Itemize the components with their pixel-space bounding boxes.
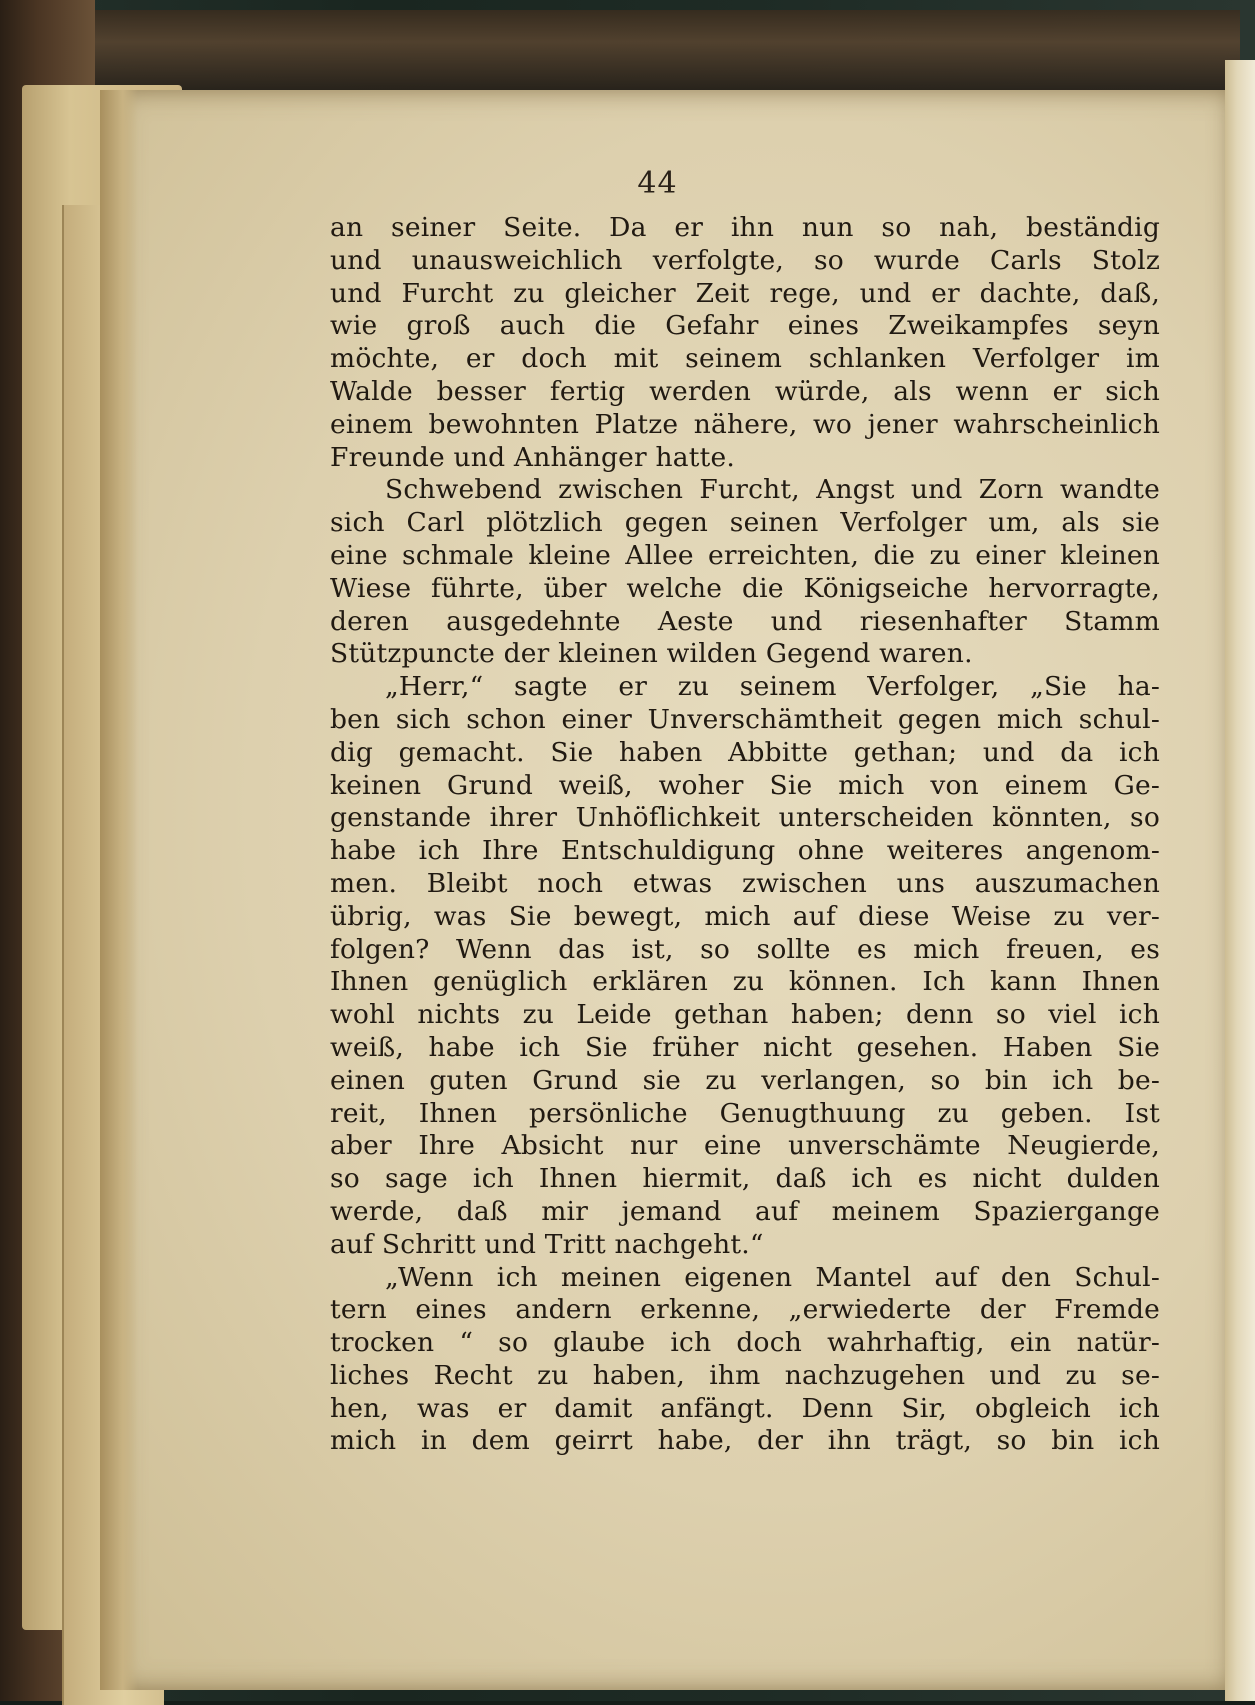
text-line: dig gemacht. Sie haben Abbitte gethan; und da ich [330, 736, 1160, 768]
text-line: trocken “ so glaube ich doch wahrhaftig, ein natür- [330, 1327, 1160, 1359]
text-line: wohl nichts zu Leide gethan haben; denn so viel ich [330, 999, 1160, 1031]
text-line: Walde besser fertig werden würde, als wenn er sich [330, 375, 1160, 407]
text-line: Freunde und Anhänger hatte. [330, 441, 736, 473]
text-line: habe ich Ihre Entschuldigung ohne weiteres angenom- [330, 835, 1160, 867]
text-line: Stützpuncte der kleinen wilden Gegend waren. [330, 638, 973, 670]
cover-top-edge [0, 10, 1240, 90]
page-number: 44 [637, 166, 678, 201]
text-line: einen guten Grund sie zu verlangen, so bin ich be- [330, 1064, 1160, 1096]
text-line: genstande ihrer Unhöflichkeit unterscheiden könnten, so [330, 802, 1160, 834]
text-line: Schwebend zwischen Furcht, Angst und Zorn wandte [385, 474, 1160, 506]
text-line: einem bewohnten Platze nähere, wo jener wahrscheinlich [330, 408, 1160, 440]
page-right-edge [1225, 60, 1255, 1701]
text-line: ben sich schon einer Unverschämtheit gegen mich schul- [330, 703, 1160, 735]
text-line: „Herr,“ sagte er zu seinem Verfolger, „Sie ha- [385, 671, 1160, 703]
page-text [330, 212, 1160, 1458]
text-line: werde, daß mir jemand auf meinem Spaziergange [330, 1195, 1160, 1227]
page-gutter [100, 90, 138, 1690]
text-line: Wiese führte, über welche die Königseiche hervorragte, [330, 572, 1160, 604]
text-line: eine schmale kleine Allee erreichten, die zu einer kleinen [330, 539, 1160, 571]
text-line: liches Recht zu haben, ihm nachzugehen und zu se- [330, 1359, 1160, 1391]
text-line: deren ausgedehnte Aeste und riesenhafter Stamm [330, 605, 1160, 637]
text-line: mich in dem geirrt habe, der ihn trägt, so bin ich [330, 1425, 1160, 1457]
text-line: wie groß auch die Gefahr eines Zweikampfes seyn [330, 310, 1160, 342]
text-line: keinen Grund weiß, woher Sie mich von einem Ge- [330, 769, 1160, 801]
text-line: und Furcht zu gleicher Zeit rege, und er dachte, daß, [330, 277, 1160, 309]
text-line: tern eines andern erkenne, „erwiederte der Fremde [330, 1294, 1160, 1326]
text-line: aber Ihre Absicht nur eine unverschämte Neugierde, [330, 1130, 1160, 1162]
text-line: übrig, was Sie bewegt, mich auf diese Weise zu ver- [330, 900, 1160, 932]
text-line: weiß, habe ich Sie früher nicht gesehen. Haben Sie [330, 1031, 1160, 1063]
text-line: an seiner Seite. Da er ihn nun so nah, beständig [330, 212, 1160, 243]
text-line: hen, was er damit anfängt. Denn Sir, obgleich ich [330, 1392, 1160, 1424]
text-line: möchte, er doch mit seinem schlanken Verfolger im [330, 343, 1160, 375]
text-line: auf Schritt und Tritt nachgeht.“ [330, 1228, 764, 1260]
text-line: Ihnen genüglich erklären zu können. Ich kann Ihnen [330, 966, 1160, 998]
text-line: und unausweichlich verfolgte, so wurde Carls Stolz [330, 244, 1160, 276]
text-line: reit, Ihnen persönliche Genugthuung zu geben. Ist [330, 1097, 1160, 1129]
text-line: men. Bleibt noch etwas zwischen uns auszumachen [330, 867, 1160, 899]
text-line: sich Carl plötzlich gegen seinen Verfolger um, als sie [330, 507, 1160, 539]
text-line: folgen? Wenn das ist, so sollte es mich freuen, es [330, 933, 1160, 965]
text-line: „Wenn ich meinen eigenen Mantel auf den Schul- [385, 1261, 1160, 1293]
text-line: so sage ich Ihnen hiermit, daß ich es nicht dulden [330, 1163, 1160, 1195]
